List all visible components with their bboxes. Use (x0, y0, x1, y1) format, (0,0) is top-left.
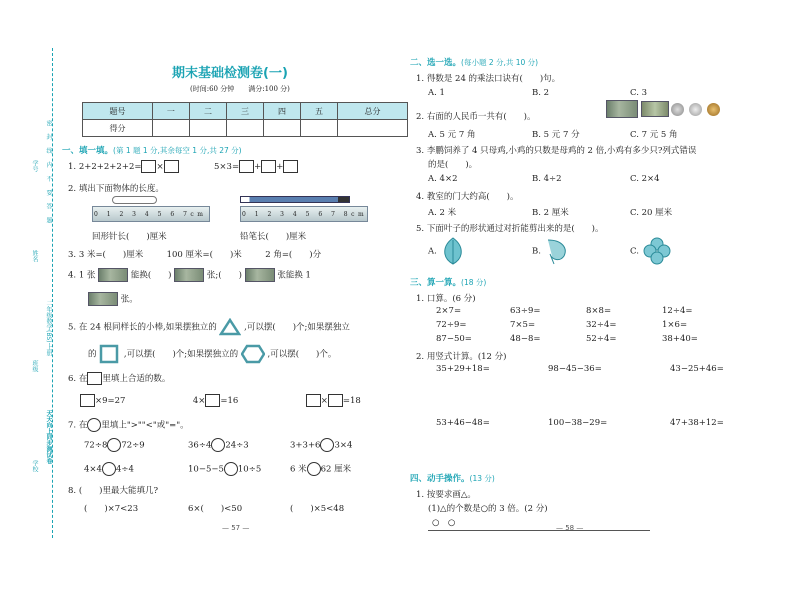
answer-box[interactable] (328, 394, 343, 407)
option[interactable]: C. 20 厘米 (630, 208, 673, 218)
page-number: — 57 — (222, 524, 250, 532)
oral-calc-item: 1×6= (662, 320, 688, 330)
given-circles: ○ ○ (432, 518, 456, 528)
exam-title: 期末基础检测卷(一) (172, 66, 288, 81)
vertical-calc-item: 43−25+46= (670, 364, 724, 374)
pencil-length-answer: 铅笔长( )厘米 (240, 232, 307, 242)
coin-icon (671, 103, 684, 116)
question-5-cont (88, 344, 336, 364)
question-text: 张能换 1 (277, 270, 311, 281)
score-cell: 五 (300, 103, 337, 120)
section-note: (每小题 2 分,共 10 分) (461, 58, 539, 67)
section-3-heading (410, 276, 486, 288)
question-text: 口算。(6 分) (426, 294, 476, 304)
question-number: 3. (416, 146, 425, 156)
question-text: 1 张 (78, 270, 96, 281)
vertical-calc-item: 100−38−29= (548, 418, 608, 428)
question-text: 在 (78, 420, 88, 431)
option[interactable]: A. 2 米 (428, 208, 457, 218)
coin-icon (707, 103, 720, 116)
equation: ×9=27 (95, 396, 126, 406)
answer-box[interactable] (261, 160, 276, 173)
score-input[interactable] (226, 120, 263, 137)
option[interactable]: A. 5 元 7 角 (428, 130, 476, 140)
compare-circle[interactable] (320, 438, 334, 452)
banknote-image (98, 268, 128, 282)
choice-question-3 (416, 144, 696, 156)
compare-left: 10−5−5 (188, 464, 224, 475)
question-number: 1. (416, 294, 425, 304)
score-input[interactable] (152, 120, 189, 137)
question-number: 3. (68, 250, 77, 260)
option[interactable]: A. 1 (428, 88, 445, 98)
compare-item (188, 438, 249, 452)
option[interactable]: C. 7 元 5 角 (630, 130, 678, 140)
ruler-ticks: 0 1 2 3 4 5 6 7 8cm (242, 211, 368, 218)
question-text: 李鹏饲养了 4 只母鸡,小鸡的只数是母鸡的 2 倍,小鸡有多少只?列式错误 (426, 146, 697, 156)
question-4-cont (88, 292, 138, 306)
question-text: ( )里最大能填几? (78, 486, 159, 496)
option[interactable]: B. 2 厘米 (532, 208, 569, 218)
answer-box[interactable] (141, 160, 156, 173)
calc-question-1 (416, 292, 476, 304)
compare-left: 3+3+6 (290, 440, 321, 451)
question-text: 张。 (120, 294, 138, 305)
question-number: 4. (68, 270, 77, 281)
option[interactable]: B. 5 元 7 分 (532, 130, 580, 140)
section-2-heading (410, 56, 538, 68)
question-text: 右面的人民币一共有( )。 (426, 112, 536, 122)
question-text: 在 24 根同样长的小棒,如果摆独立的 (78, 322, 217, 333)
question-text: 里填上">""<"或"="。 (101, 420, 189, 431)
coin-icon (689, 103, 702, 116)
expression: 2+2+2+2+2= (78, 162, 142, 172)
option[interactable]: A. 4×2 (428, 174, 458, 184)
option-label: C. (630, 246, 639, 257)
pencil-icon (240, 196, 350, 203)
answer-box[interactable] (205, 394, 220, 407)
question-8 (68, 484, 158, 496)
compare-right: 62 厘米 (320, 464, 352, 475)
option[interactable]: B. 2 (532, 88, 550, 98)
operator: × (156, 162, 164, 172)
compare-item (290, 462, 351, 476)
score-cell: 三 (226, 103, 263, 120)
section-4-heading (410, 472, 495, 484)
option-c[interactable] (630, 236, 672, 266)
sidebar-school: 学校 (31, 460, 38, 472)
question-text: ,可以摆( )个;如果摆独立 (244, 322, 350, 333)
section-note: (18 分) (461, 278, 487, 287)
question-text: 填出下面物体的长度。 (78, 184, 164, 194)
question-number: 1. (416, 490, 425, 500)
fill-item: 6×( )<50 (188, 504, 243, 514)
question-2 (68, 182, 164, 194)
section-note: (第 1 题 1 分,其余每空 1 分,共 27 分) (113, 146, 242, 155)
paperclip-icon (112, 196, 157, 204)
compare-right: 10÷5 (237, 464, 262, 475)
question-text: 能换( ) (130, 270, 172, 281)
score-input[interactable] (338, 120, 408, 137)
question-text: 下面叶子的形状通过对折能剪出来的是( )。 (426, 224, 604, 234)
equation: =16 (220, 396, 239, 406)
question-text: ,可以摆( )个;如果摆独立的 (123, 349, 239, 360)
square-icon (99, 344, 121, 364)
question-text: 的是( )。 (428, 160, 478, 170)
question-number: 5. (68, 322, 77, 333)
sidebar-student-id: 学号 (31, 160, 38, 172)
clover-icon (642, 236, 672, 266)
binding-sidebar (22, 40, 60, 548)
sidebar-class: 班级 (31, 360, 38, 372)
answer-box[interactable] (283, 160, 298, 173)
question-3 (68, 248, 321, 260)
question-text: 的 (88, 349, 97, 360)
triangle-icon (219, 318, 241, 336)
question-text: ,可以摆( )个。 (267, 349, 337, 360)
score-input[interactable] (263, 120, 300, 137)
oral-calc-item: 52÷4= (586, 334, 617, 344)
money-images (606, 100, 722, 118)
question-text: 里填上合适的数。 (102, 374, 171, 384)
banknote-image (174, 268, 204, 282)
question-number: 2. (416, 112, 425, 122)
banknote-image (641, 101, 669, 117)
oral-calc-item: 32÷4= (586, 320, 617, 330)
oral-calc-item: 48−8= (510, 334, 541, 344)
section-title: 三、算一算。 (410, 278, 462, 288)
paperclip-ruler (92, 196, 210, 226)
question-text: 教室的门大约高( )。 (426, 192, 519, 202)
operator: × (320, 396, 328, 406)
choice-question-4 (416, 190, 518, 202)
answer-box[interactable] (80, 394, 95, 407)
option[interactable]: C. 2×4 (630, 174, 660, 184)
compare-left: 36÷4 (188, 440, 212, 451)
banknote-image (88, 292, 118, 306)
oral-calc-item: 38+40= (662, 334, 698, 344)
option-label: B. (532, 246, 541, 257)
answer-box[interactable] (239, 160, 254, 173)
compare-item (84, 462, 134, 476)
compare-right: 4÷4 (115, 464, 134, 475)
right-page (408, 40, 786, 548)
choice-question-1 (416, 72, 560, 84)
left-page (22, 40, 400, 548)
sidebar-name: 姓名 (31, 250, 38, 262)
answer-box[interactable] (306, 394, 321, 407)
section-1-heading (62, 144, 242, 156)
leaf-a-icon (440, 236, 466, 266)
banknote-image (606, 100, 638, 118)
exam-subtitle: (时间:60 分钟 满分:100 分) (190, 85, 290, 93)
sidebar-series: 天天向上同步测试卷 (45, 410, 52, 464)
question-number: 8. (68, 486, 77, 496)
expression: 5×3= (214, 162, 240, 172)
fill-item: ( )×7<23 (84, 504, 139, 514)
compare-right: 24÷3 (225, 440, 249, 451)
score-input[interactable] (189, 120, 226, 137)
choice-question-2 (416, 110, 535, 122)
option[interactable]: C. 3 (630, 88, 648, 98)
conversion: 3 米=( )厘米 (78, 250, 144, 260)
question-number: 2. (68, 184, 77, 194)
circle-symbol (87, 418, 101, 432)
operator: + (276, 162, 284, 172)
question-number: 5. (416, 224, 425, 234)
question-text: 得数是 24 的乘法口诀有( )句。 (426, 74, 561, 84)
leaf-b-icon (544, 236, 570, 266)
compare-circle[interactable] (102, 462, 116, 476)
score-cell: 四 (263, 103, 300, 120)
section-note: (13 分) (469, 474, 495, 483)
option-b[interactable] (532, 236, 570, 266)
vertical-calc-item: 53+46−48= (436, 418, 490, 428)
banknote-image (245, 268, 275, 282)
score-cell: 二 (189, 103, 226, 120)
ruler-ticks: 0 1 2 3 4 5 6 7cm (94, 211, 207, 218)
question-text: 按要求画△。 (426, 490, 476, 500)
question-text: 用竖式计算。(12 分) (426, 352, 507, 362)
sidebar-notice: 密 封 线 内 不 要 答 题 (45, 120, 52, 227)
oral-calc-item: 72÷9= (436, 320, 467, 330)
calc-question-2 (416, 350, 506, 362)
option-a[interactable] (428, 236, 466, 266)
question-1 (68, 160, 298, 173)
hexagon-icon (241, 344, 265, 364)
compare-left: 4×4 (84, 464, 102, 475)
question-number: 1. (68, 162, 77, 172)
score-table (82, 102, 408, 137)
question-7 (68, 418, 189, 432)
sidebar-book: 二年级数学(BS)·上册 (45, 300, 52, 357)
question-text: 张;( ) (206, 270, 242, 281)
operation-question-1 (416, 488, 476, 500)
score-input[interactable] (300, 120, 337, 137)
question-number: 2. (416, 352, 425, 362)
box-symbol (87, 372, 102, 385)
oral-calc-item: 12÷4= (662, 306, 693, 316)
operation-subquestion: (1)△的个数是○的 3 倍。(2 分) (428, 504, 548, 514)
equation: 4× (192, 396, 206, 406)
oral-calc-item: 63÷9= (510, 306, 541, 316)
option[interactable]: B. 4÷2 (532, 174, 562, 184)
question-number: 7. (68, 420, 77, 431)
score-cell: 总分 (338, 103, 408, 120)
vertical-calc-item: 35+29+18= (436, 364, 490, 374)
compare-item (290, 438, 352, 452)
section-title: 一、填一填。 (62, 146, 114, 156)
question-4 (68, 268, 311, 282)
score-cell: 一 (152, 103, 189, 120)
question-6 (68, 372, 170, 385)
oral-calc-item: 87−50= (436, 334, 472, 344)
compare-circle[interactable] (307, 462, 321, 476)
page-number: — 58 — (556, 524, 584, 532)
compare-left: 72÷8 (84, 440, 108, 451)
vertical-calc-item: 47+38+12= (670, 418, 724, 428)
question-number: 1. (416, 74, 425, 84)
question-6-items (80, 394, 361, 407)
compare-item (84, 438, 145, 452)
score-row-label: 得分 (83, 120, 153, 137)
compare-circle[interactable] (224, 462, 238, 476)
compare-circle[interactable] (107, 438, 121, 452)
equation: =18 (342, 396, 361, 406)
fill-item: ( )×5<48 (290, 504, 345, 514)
operator: + (254, 162, 262, 172)
question-text: 在 (78, 374, 88, 384)
question-number: 4. (416, 192, 425, 202)
question-number: 6. (68, 374, 77, 384)
compare-circle[interactable] (211, 438, 225, 452)
compare-right: 3×4 (334, 440, 353, 451)
conversion: 100 厘米=( )米 (166, 250, 242, 260)
oral-calc-item: 7×5= (510, 320, 536, 330)
choice-question-5 (416, 222, 603, 234)
question-5 (68, 318, 350, 336)
section-title: 四、动手操作。 (410, 474, 470, 484)
option-label: A. (428, 246, 437, 257)
pencil-ruler (240, 196, 368, 226)
compare-item (188, 462, 261, 476)
answer-box[interactable] (164, 160, 179, 173)
clip-length-answer: 回形针长( )厘米 (92, 232, 167, 242)
compare-left: 6 米 (290, 464, 307, 475)
compare-right: 72÷9 (121, 440, 145, 451)
score-cell: 题号 (83, 103, 153, 120)
oral-calc-item: 2×7= (436, 306, 462, 316)
section-title: 二、选一选。 (410, 58, 462, 68)
conversion: 2 角=( )分 (265, 250, 322, 260)
vertical-calc-item: 98−45−36= (548, 364, 602, 374)
answer-line[interactable] (428, 530, 650, 531)
oral-calc-item: 8×8= (586, 306, 612, 316)
